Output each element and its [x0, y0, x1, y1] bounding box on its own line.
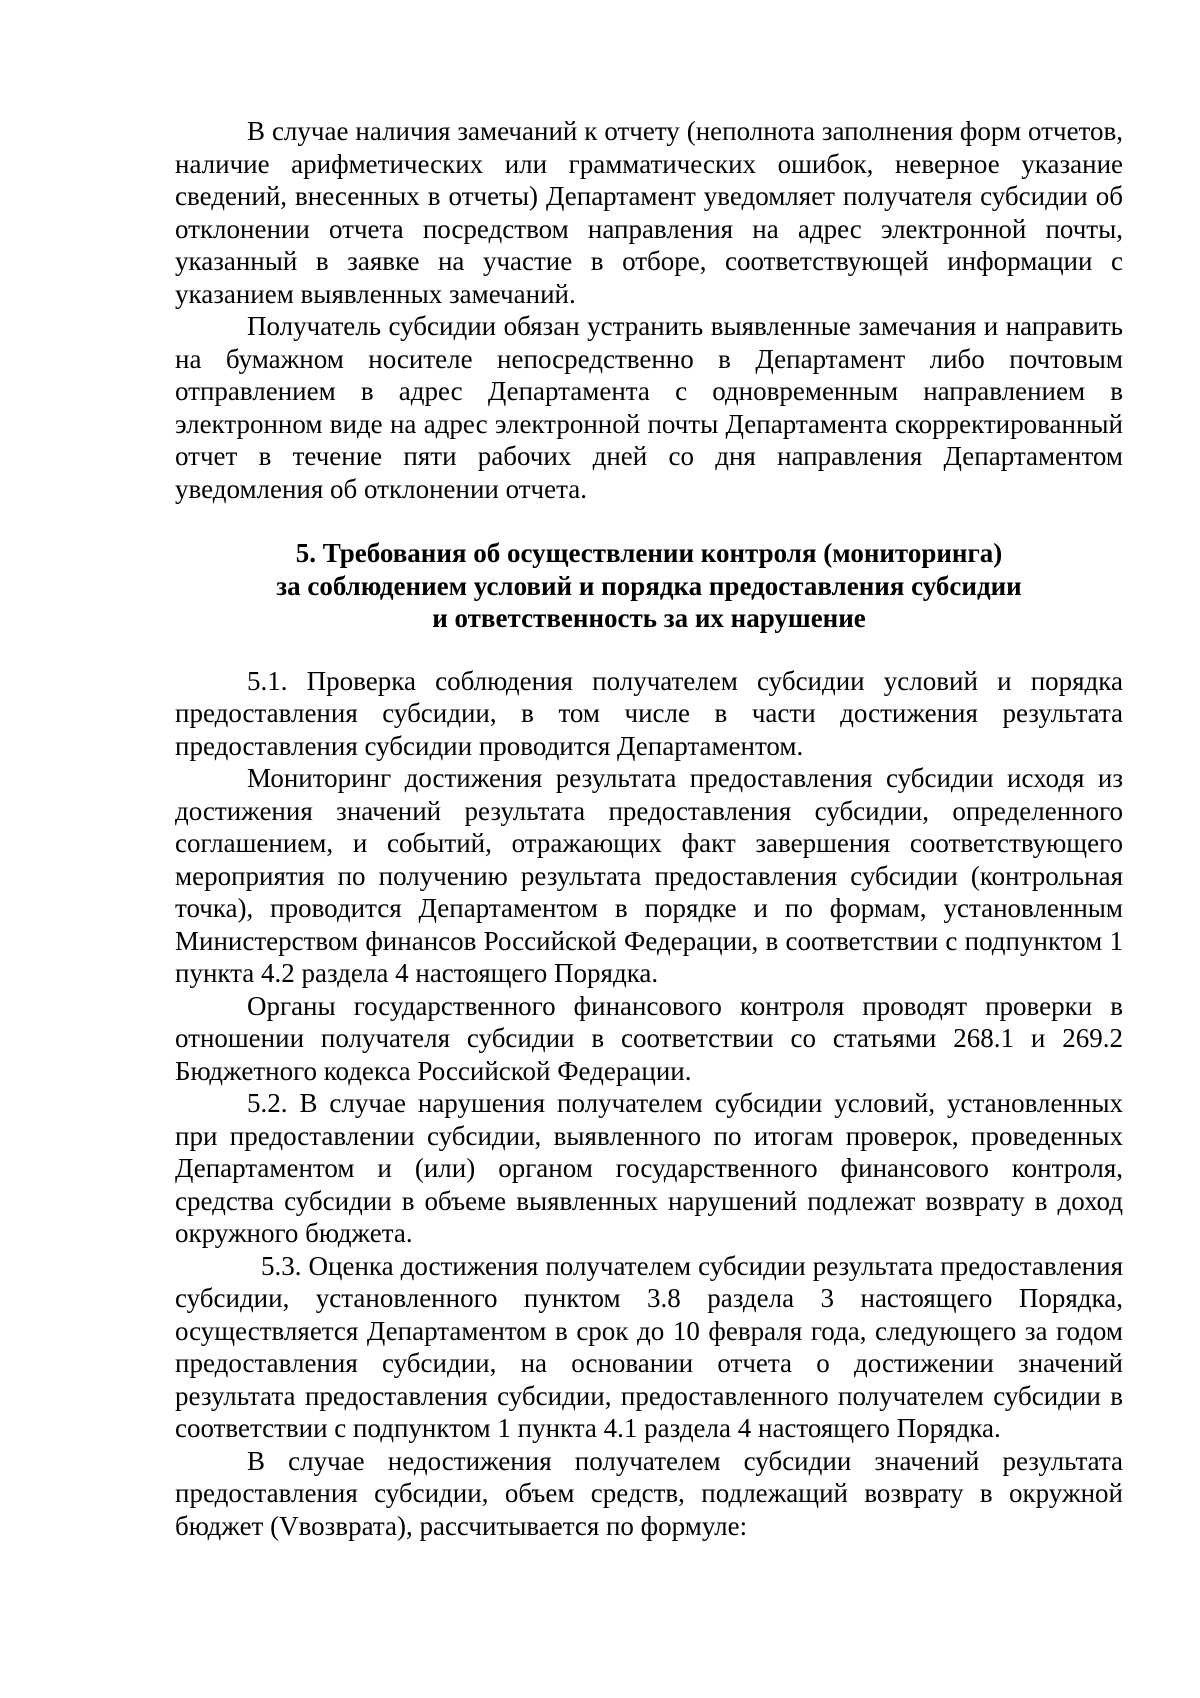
- paragraph-remarks-notice: В случае наличия замечаний к отчету (неполнота заполнения форм отчетов, наличие арифметических или грамматических ошибок, неверное указание сведений, внесенных в отчеты) Департамент уведомляет получателя субсидии об отклонении отчета посредством направления на адрес электронной почты, указанный в заявке на участие в отборе, соответствующей информации с указанием выявленных замечаний.: [175, 116, 1123, 309]
- paragraph-5-2: 5.2. В случае нарушения получателем субсидии условий, установленных при предоставлении субсидии, выявленного по итогам проверок, проведенных Департаментом и (или) органом государственного финансового контроля, средства субсидии в объеме выявленных нарушений подлежат возврату в доход окружного бюджета.: [175, 1088, 1123, 1248]
- section-heading-line-3: и ответственность за их нарушение: [432, 603, 866, 633]
- paragraph-financial-control: Органы государственного финансового контроля проводят проверки в отношении получателя субсидии в соответствии со статьями 268.1 и 269.2 Бюджетного кодекса Российской Федерации.: [175, 990, 1123, 1086]
- document-page: [175, 115, 1123, 1542]
- section-heading-line-1: 5. Требования об осуществлении контроля (мониторинга): [295, 538, 1003, 568]
- paragraph-monitoring: Мониторинг достижения результата предоставления субсидии исходя из достижения значений результата предоставления субсидии, определенного соглашением, и событий, отражающих факт завершения соответствующего мероприятия по получению результата предоставления субсидии (контрольная точка), проводится Департаментом в порядке и по формам, установленным Министерством финансов Российской Федерации, в соответствии с подпунктом 1 пункта 4.2 раздела 4 настоящего Порядка.: [175, 763, 1123, 988]
- paragraph-recipient-obligation: Получатель субсидии обязан устранить выявленные замечания и направить на бумажном носителе непосредственно в Департамент либо почтовым отправлением в адрес Департамента с одновременным направлением в электронном виде на адрес электронной почты Департамента скорректированный отчет в течение пяти рабочих дней со дня направления Департаментом уведомления об отклонении отчета.: [175, 311, 1123, 504]
- section-heading-line-2: за соблюдением условий и порядка предоставления субсидии: [276, 570, 1022, 601]
- paragraph-5-1: 5.1. Проверка соблюдения получателем субсидии условий и порядка предоставления субсидии, в том числе в части достижения результата предоставления субсидии проводится Департаментом.: [175, 665, 1123, 761]
- paragraph-refund-formula: В случае недостижения получателем субсидии значений результата предоставления субсидии, объем средств, подлежащий возврату в окружной бюджет (Vвозврата), рассчитывается по формуле:: [175, 1445, 1123, 1541]
- section-heading: [175, 537, 1123, 635]
- paragraph-5-3: 5.3. Оценка достижения получателем субсидии результата предоставления субсидии, установленного пунктом 3.8 раздела 3 настоящего Порядка, осуществляется Департаментом в срок до 10 февраля года, следующего за годом предоставления субсидии, на основании отчета о достижении значений результата предоставления субсидии, предоставленного получателем субсидии в соответствии с подпунктом 1 пункта 4.1 раздела 4 настоящего Порядка.: [175, 1250, 1123, 1443]
